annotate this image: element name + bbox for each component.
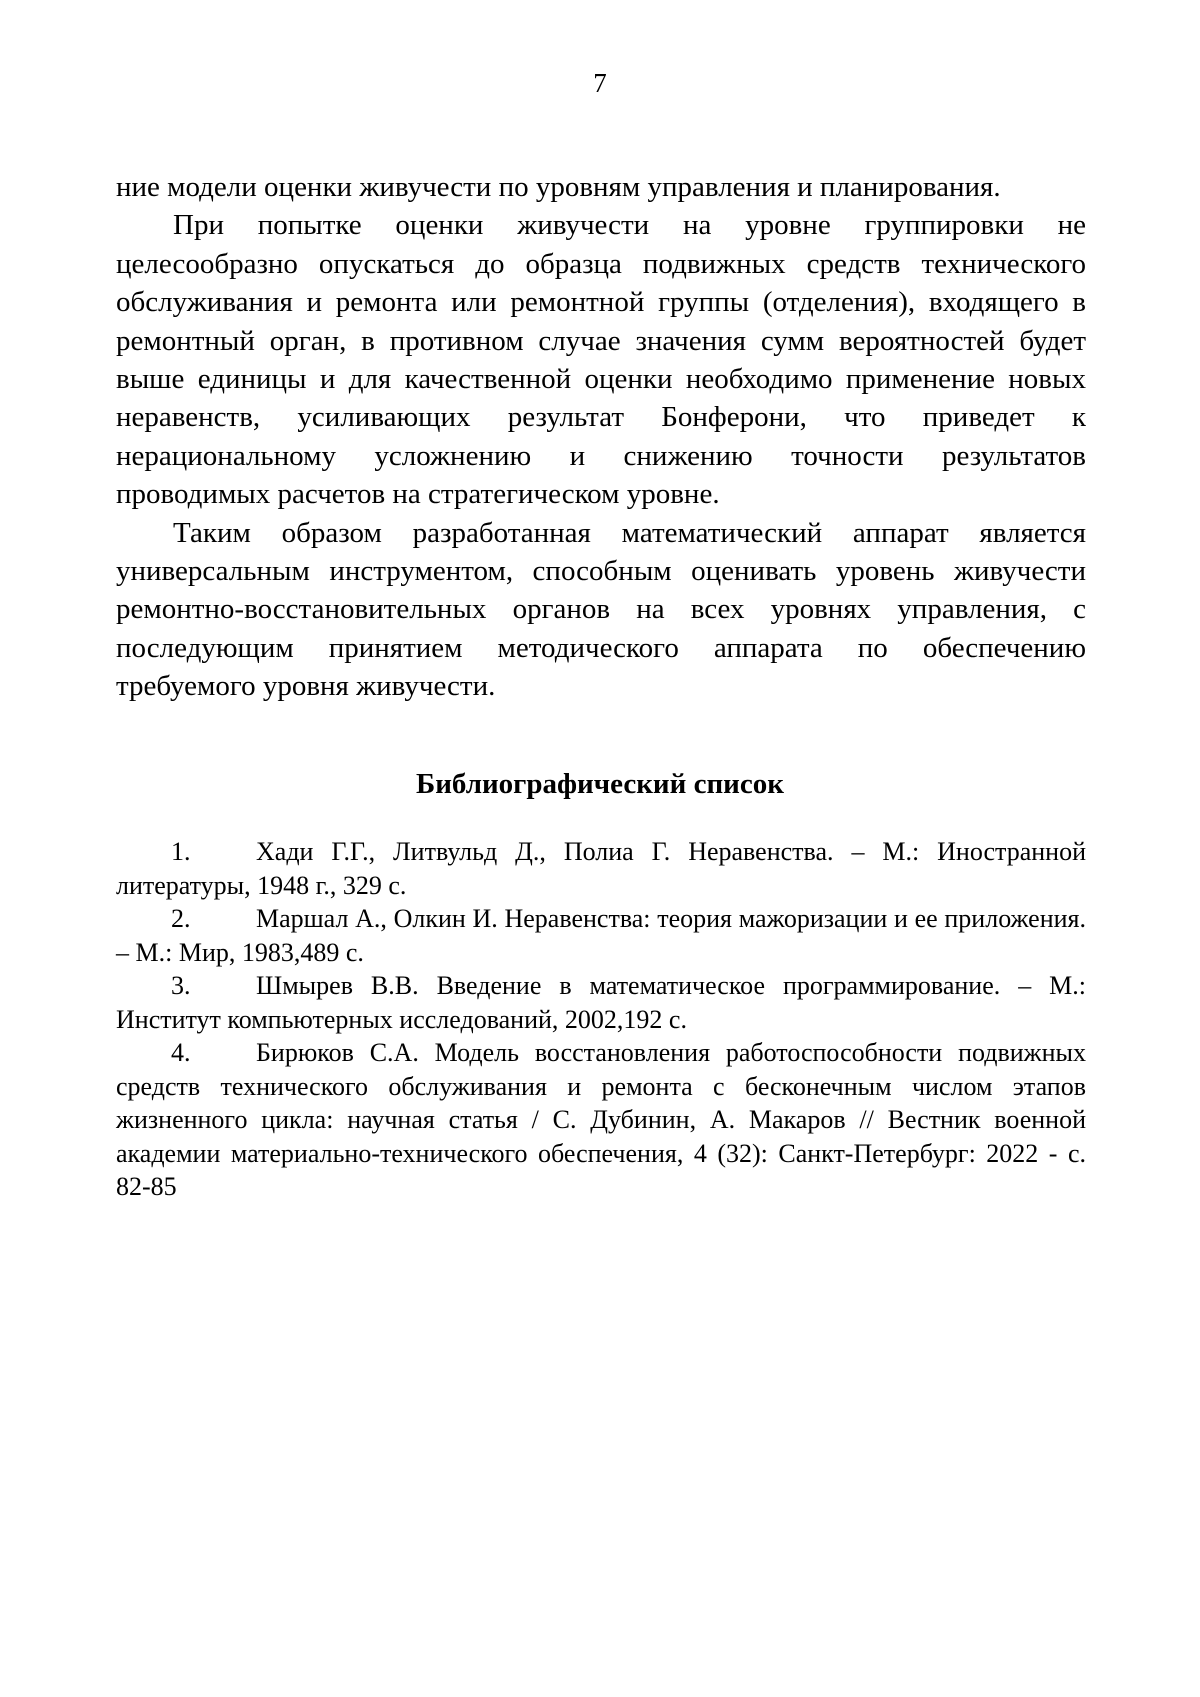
bibliography-title: Библиографический список	[416, 768, 784, 800]
bibliography-item	[116, 1036, 1086, 1204]
bibliography-item-number: 3.	[171, 971, 191, 1000]
bibliography-item	[116, 835, 1086, 902]
page-number: 7	[593, 68, 607, 98]
paragraph-conclusion: Таким образом разработанная математический аппарат является универсальным инструментом, способным оценивать уровень живучести ремонтно-восстановительных органов на всех уровнях управления, с последующим принятием методического аппарата по обеспечению требуемого уровня живучести.	[116, 516, 1086, 703]
bibliography-item-text: Бирюков С.А. Модель восстановления работоспособности подвижных средств технического обслуживания и ремонта с бесконечным числом этапов жизненного цикла: научная статья / С. Дубинин, А. Макаров // Вестник военной академии материально-технического обеспечения, 4 (32): Санкт-Петербург: 2022 - с. 82-85	[116, 1038, 1086, 1201]
bibliography-item-number: 4.	[171, 1038, 191, 1067]
bibliography-item-number: 2.	[171, 904, 191, 933]
bibliography-item-text: Хади Г.Г., Литвульд Д., Полиа Г. Неравенства. – М.: Иностранной литературы, 1948 г., 329 с.	[116, 837, 1086, 900]
bibliography-item-number: 1.	[171, 837, 191, 866]
bibliography-item	[116, 969, 1086, 1036]
paragraph-continuation: ние модели оценки живучести по уровням управления и планирования.	[116, 171, 1001, 203]
bibliography-item-text: Шмырев В.В. Введение в математическое программирование. – М.: Институт компьютерных исследований, 2002,192 с.	[116, 971, 1086, 1034]
bibliography-list	[116, 835, 1086, 1204]
bibliography-item-text: Маршал А., Олкин И. Неравенства: теория мажоризации и ее приложения. – М.: Мир, 1983,489 с.	[116, 904, 1086, 967]
paragraph-survivability-grouping: При попытке оценки живучести на уровне группировки не целесообразно опускаться до образца подвижных средств технического обслуживания и ремонта или ремонтной группы (отделения), входящего в ремонтный орган, в противном случае значения сумм вероятностей будет выше единицы и для качественной оценки необходимо применение новых неравенств, усиливающих результат Бонферони, что приведет к нерациональному усложнению и снижению точности результатов проводимых расчетов на стратегическом уровне.	[116, 209, 1086, 511]
bibliography-item	[116, 902, 1086, 969]
body-text	[116, 168, 1086, 706]
